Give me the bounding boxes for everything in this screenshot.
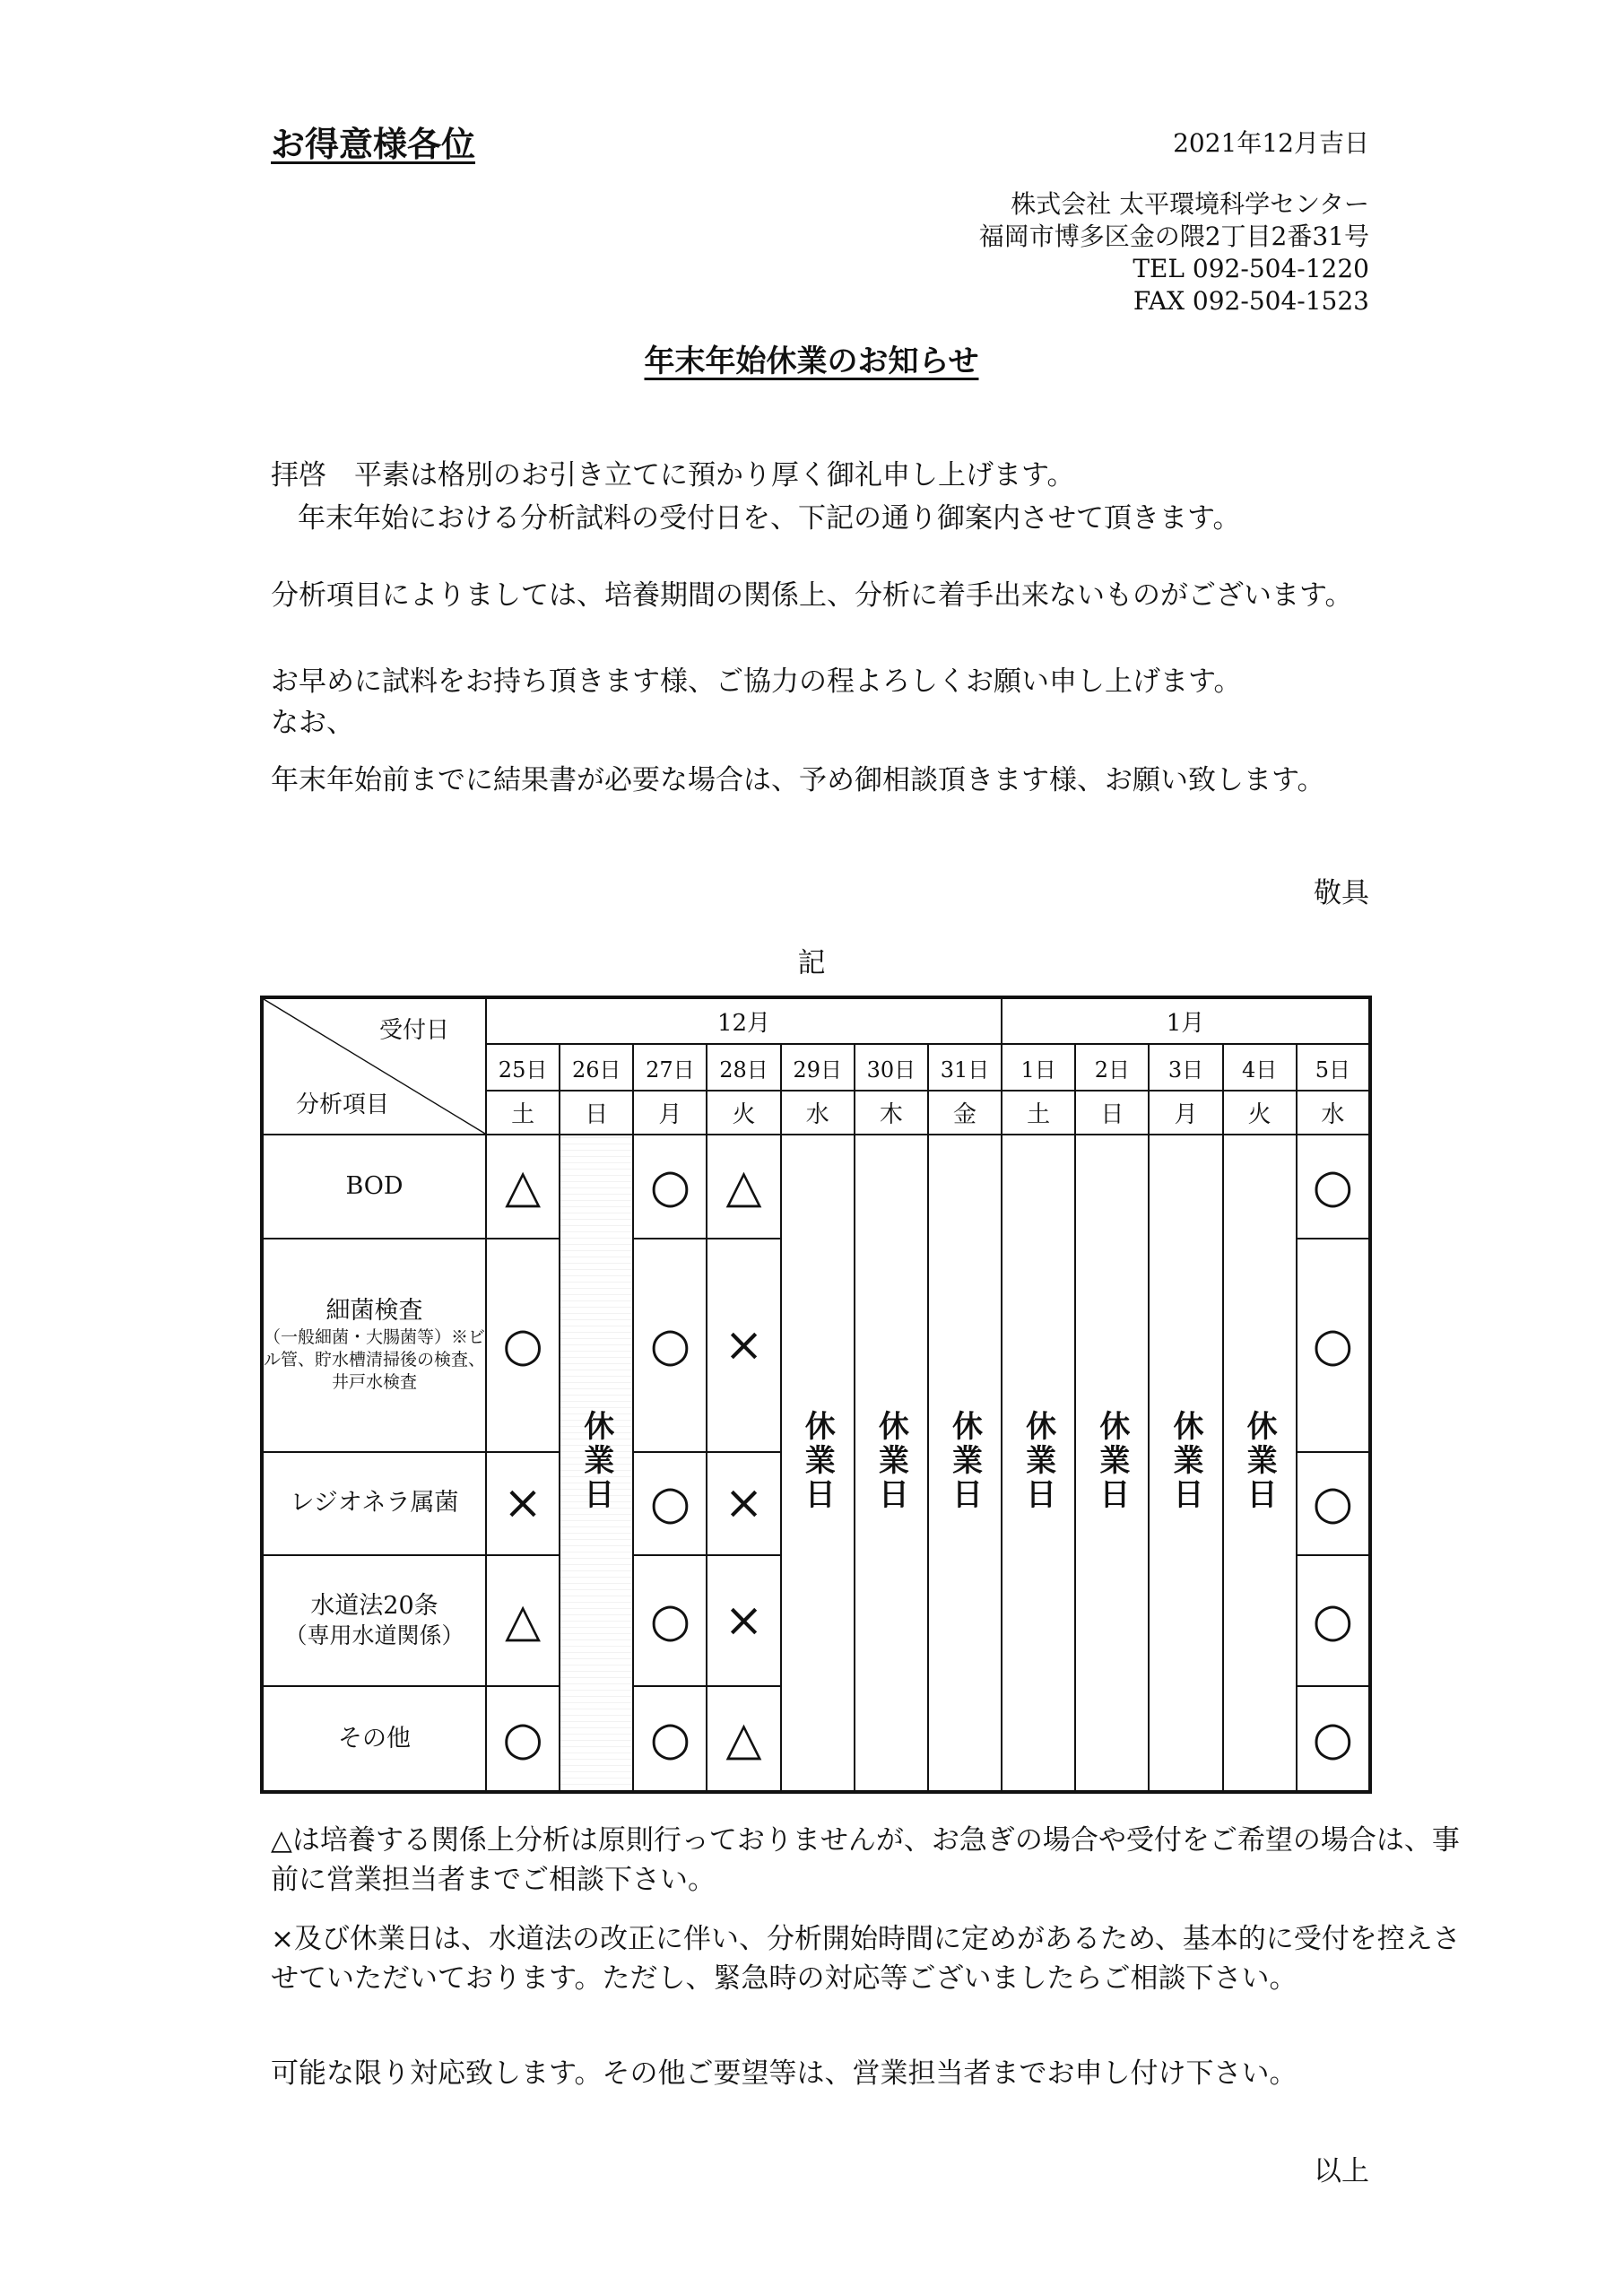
weekday-header: 月: [1149, 1091, 1222, 1135]
weekday-header: 木: [855, 1091, 928, 1135]
paragraph-4: 年末年始前までに結果書が必要な場合は、予め御相談頂きます様、お願い致します。: [271, 764, 1325, 796]
table-row: [262, 1135, 1370, 1239]
closed-day-cell: 休業日: [560, 1135, 633, 1792]
notice-title: 年末年始休業のお知らせ: [644, 344, 979, 379]
mark-cell: ○: [1297, 1452, 1370, 1556]
greeting: 拝啓 平素は格別のお引き立てに預かり厚く御礼申し上げます。: [271, 459, 1075, 491]
day-header: 25日: [486, 1044, 560, 1091]
mark-cell: ○: [633, 1239, 707, 1452]
closed-day-cell: 休業日: [781, 1135, 855, 1792]
closed-day-cell: 休業日: [1002, 1135, 1075, 1792]
sender-company: 株式会社 太平環境科学センター: [1011, 189, 1369, 219]
paragraph-2: お早めに試料をお持ち頂きます様、ご協力の程よろしくお願い申し上げます。: [271, 665, 1242, 698]
sender-fax: FAX 092-504-1523: [1133, 286, 1369, 316]
paragraph-3: なお、: [271, 707, 354, 739]
weekday-header: 土: [1002, 1091, 1075, 1135]
day-header: 27日: [633, 1044, 707, 1091]
closed-day-cell: 休業日: [1149, 1135, 1222, 1792]
day-header: 26日: [560, 1044, 633, 1091]
item-name: 水道法20条 （専用水道関係）: [262, 1555, 486, 1686]
mark-cell: ×: [707, 1555, 780, 1686]
note-cross: ×及び休業日は、水道法の改正に伴い、分析開始時間に定めがあるため、基本的に受付を控えさせていただいております。ただし、緊急時の対応等ございましたらご相談下さい。: [271, 1923, 1461, 1995]
mark-cell: ○: [633, 1135, 707, 1239]
corner-label-item: 分析項目: [296, 1091, 390, 1118]
intro: 年末年始における分析試料の受付日を、下記の通り御案内させて頂きます。: [298, 502, 1241, 535]
weekday-header: 日: [1075, 1091, 1149, 1135]
mark-cell: ×: [707, 1452, 780, 1556]
mark-cell: △: [486, 1135, 560, 1239]
mark-cell: ○: [633, 1452, 707, 1556]
mark-cell: ○: [1297, 1555, 1370, 1686]
issue-date: 2021年12月吉日: [1173, 128, 1369, 158]
day-header: 4日: [1223, 1044, 1297, 1091]
note-triangle: △は培養する関係上分析は原則行っておりませんが、お急ぎの場合や受付をご希望の場合は、事前に営業担当者までご相談下さい。: [271, 1824, 1460, 1896]
mark-cell: ○: [1297, 1135, 1370, 1239]
table-corner-cell: [262, 997, 486, 1135]
weekday-header: 火: [707, 1091, 780, 1135]
sender-address: 福岡市博多区金の隈2丁目2番31号: [978, 222, 1369, 251]
day-header: 1日: [1002, 1044, 1075, 1091]
closed-day-cell: 休業日: [1223, 1135, 1297, 1792]
item-subnote: （一般細菌・大腸菌等）※ビル管、貯水槽清掃後の検査、井戸水検査: [264, 1327, 486, 1393]
weekday-header: 金: [928, 1091, 1002, 1135]
mark-cell: △: [707, 1686, 780, 1792]
item-name: BOD: [262, 1135, 486, 1239]
mark-cell: ○: [633, 1555, 707, 1686]
day-header: 2日: [1075, 1044, 1149, 1091]
day-header: 28日: [707, 1044, 780, 1091]
day-header: 5日: [1297, 1044, 1370, 1091]
reception-schedule-table: [260, 996, 1372, 1794]
mark-cell: ×: [486, 1452, 560, 1556]
mark-cell: △: [486, 1555, 560, 1686]
addressee: お得意様各位: [271, 124, 476, 164]
note-contact: 可能な限り対応致します。その他ご要望等は、営業担当者までお申し付け下さい。: [271, 2057, 1298, 2090]
closed-day-cell: 休業日: [928, 1135, 1002, 1792]
weekday-header: 水: [1297, 1091, 1370, 1135]
mark-cell: ○: [1297, 1686, 1370, 1792]
closed-day-cell: 休業日: [1075, 1135, 1149, 1792]
ki-heading: 記: [797, 947, 826, 979]
mark-cell: ○: [633, 1686, 707, 1792]
month-header-december: 12月: [486, 997, 1002, 1044]
closing-keigu: 敬具: [1314, 877, 1369, 909]
weekday-header: 水: [781, 1091, 855, 1135]
mark-cell: ○: [486, 1239, 560, 1452]
weekday-header: 土: [486, 1091, 560, 1135]
mark-cell: ×: [707, 1239, 780, 1452]
weekday-header: 月: [633, 1091, 707, 1135]
sender-tel: TEL 092-504-1220: [1133, 254, 1369, 283]
mark-cell: ○: [486, 1686, 560, 1792]
closed-day-cell: 休業日: [855, 1135, 928, 1792]
weekday-header: 日: [560, 1091, 633, 1135]
item-subnote: （専用水道関係）: [284, 1622, 464, 1649]
paragraph-1: 分析項目によりましては、培養期間の関係上、分析に着手出来ないものがございます。: [271, 579, 1353, 612]
day-header: 31日: [928, 1044, 1002, 1091]
mark-cell: ○: [1297, 1239, 1370, 1452]
day-header: 30日: [855, 1044, 928, 1091]
item-name: レジオネラ属菌: [262, 1452, 486, 1556]
weekday-header: 火: [1223, 1091, 1297, 1135]
month-header-january: 1月: [1002, 997, 1370, 1044]
item-name: その他: [262, 1686, 486, 1792]
item-name: 細菌検査 （一般細菌・大腸菌等）※ビル管、貯水槽清掃後の検査、井戸水検査: [262, 1239, 486, 1452]
mark-cell: △: [707, 1135, 780, 1239]
day-header: 3日: [1149, 1044, 1222, 1091]
day-header: 29日: [781, 1044, 855, 1091]
closing-ijou: 以上: [1314, 2155, 1369, 2187]
corner-label-reception: 受付日: [378, 1017, 449, 1044]
sender-block: [979, 188, 1369, 317]
